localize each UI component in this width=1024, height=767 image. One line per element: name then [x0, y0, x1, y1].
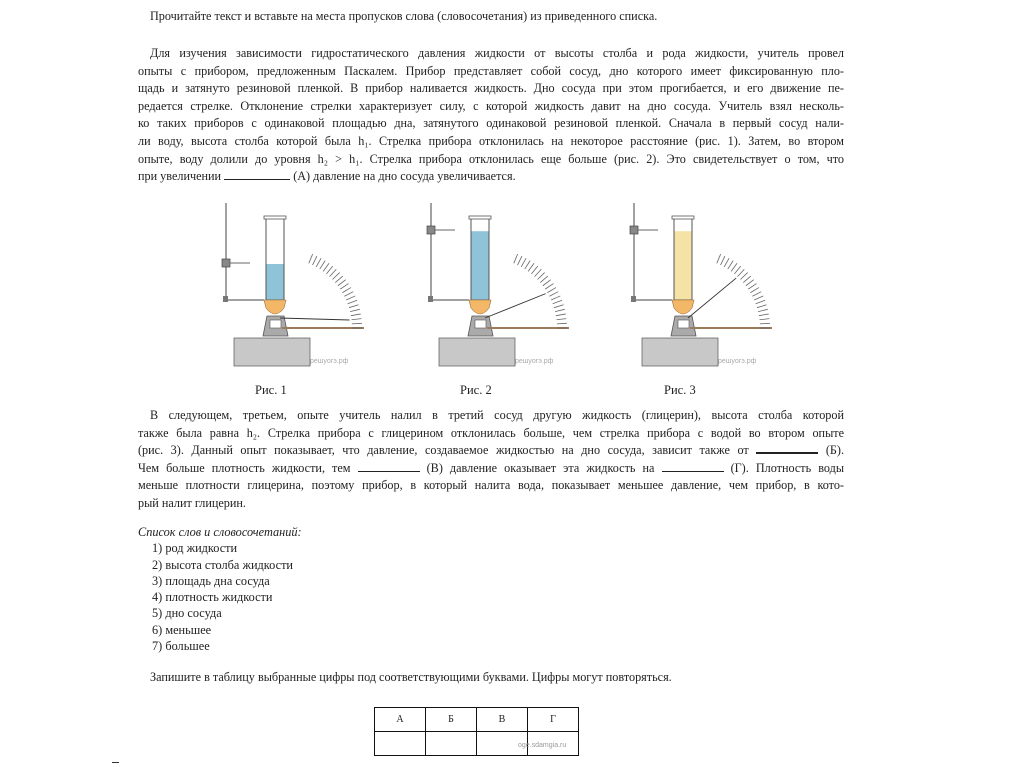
- text-line: ко таких приборов с одинаковой площадью дна, затянутого одинаковой резиновой пленкой. Сначала в первый сосуд нали-: [138, 116, 844, 131]
- instruction: Запишите в таблицу выбранные цифры под соответствующими буквами. Цифры могут повторяться.: [150, 670, 672, 684]
- task-title: Прочитайте текст и вставьте на места пропусков слова (словосочетания) из приведенного списка.: [150, 9, 658, 23]
- text: (рис. 3). Данный опыт показывает, что давление, создаваемое жидкостью на дно сосуда, зависит также от: [138, 443, 749, 458]
- figure-watermark: решуогэ.рф: [718, 358, 757, 365]
- pascal-apparatus-drawing: [212, 198, 377, 373]
- text-line: [138, 460, 844, 478]
- text: (Г). Плотность воды: [730, 460, 845, 475]
- paragraph-2: [138, 407, 844, 513]
- list-item: 4) плотность жидкости: [152, 590, 273, 605]
- list-item: 7) большее: [152, 639, 210, 654]
- text-line: [138, 168, 844, 186]
- list-item: 5) дно сосуда: [152, 606, 222, 621]
- answer-cell-a[interactable]: [375, 732, 426, 756]
- text-line: редается стрелке. Отклонение стрелки характеризует силу, с которой жидкость давит на дно сосуда. Учитель взял несколь-: [138, 98, 844, 113]
- needle-arrow: [688, 278, 736, 318]
- blank-g: [662, 461, 724, 472]
- base-block: [642, 338, 718, 366]
- answer-cell-b[interactable]: [426, 732, 477, 756]
- text-line: щадь и затянуто резиновой пленкой. В прибор наливается жидкость. Дно сосуда при этом прогибается, и его движение пе-: [138, 81, 844, 96]
- watermark: oge.sdamgia.ru: [518, 742, 567, 749]
- figure-watermark: решуогэ.рф: [310, 358, 349, 365]
- figure-3-caption: Рис. 3: [664, 383, 696, 397]
- text-line: меньше плотности глицерина, поэтому прибор, в который налита вода, показывает меньшее давление, чем прибор, в кото-: [138, 478, 844, 493]
- text: Чем больше плотность жидкости, тем: [138, 460, 351, 475]
- figure-3: [620, 198, 785, 373]
- pascal-apparatus-drawing: [417, 198, 582, 373]
- list-item: 2) высота столба жидкости: [152, 557, 294, 572]
- figure-1: [212, 198, 377, 373]
- paragraph-1: [138, 45, 844, 186]
- text-line: также была равна h₂. Стрелка прибора с глицерином отклонилась больше, чем стрелка прибора с водой во втором опыте: [138, 425, 844, 440]
- clamp-marker: [222, 259, 230, 267]
- figure-2-caption: Рис. 2: [460, 383, 492, 397]
- text-line: ли воду, высота столба которой была h₁. Стрелка прибора отклонилась на некоторое расстояние (рис. 1). Затем, во втором: [138, 133, 844, 148]
- word-list: [138, 524, 302, 654]
- base-block: [234, 338, 310, 366]
- text: (В) давление оказывает эта жидкость на: [426, 460, 655, 475]
- pascal-apparatus-drawing: [620, 198, 785, 373]
- membrane: [264, 300, 286, 314]
- page-mark: [112, 762, 119, 763]
- membrane: [672, 300, 694, 314]
- word-list-heading: Список слов и словосочетаний:: [138, 525, 302, 539]
- liquid-column: [471, 231, 489, 300]
- table-header: В: [477, 708, 528, 732]
- clamp-marker: [630, 226, 638, 234]
- text-line: опыте, воду долили до уровня h₂ > h₁. Стрелка прибора отклонилась еще больше (рис. 2). Это свидетельствует о том, что: [138, 151, 844, 166]
- liquid-column: [266, 264, 284, 300]
- needle-arrow: [485, 294, 546, 318]
- membrane: [469, 300, 491, 314]
- text-line: рый налит глицерин.: [138, 495, 246, 510]
- figure-2: [417, 198, 582, 373]
- text: при увеличении: [138, 169, 222, 184]
- blank-b: [756, 442, 818, 454]
- text: (А) давление на дно сосуда увеличивается.: [293, 169, 516, 184]
- base-block: [439, 338, 515, 366]
- table-header: Г: [528, 708, 579, 732]
- list-item: 6) меньшее: [152, 622, 212, 637]
- text-line: В следующем, третьем, опыте учитель налил в третий сосуд другую жидкость (глицерин), высота столба которой: [150, 408, 844, 422]
- text: (Б).: [825, 443, 844, 458]
- table-header: А: [375, 708, 426, 732]
- text-line: [138, 442, 844, 460]
- figure-watermark: решуогэ.рф: [515, 358, 554, 365]
- table-header: Б: [426, 708, 477, 732]
- blank-a: [224, 169, 290, 180]
- needle-arrow: [280, 318, 350, 320]
- liquid-column: [674, 231, 692, 300]
- text-line: опыты с прибором, предложенным Паскалем. Прибор представляет собой сосуд, дно которого имеет фиксированную пло-: [138, 63, 844, 78]
- clamp-marker: [427, 226, 435, 234]
- text-line: Для изучения зависимости гидростатического давления жидкости от высоты столба и рода жидкости, учитель провел: [150, 46, 844, 60]
- list-item: 3) площадь дна сосуда: [152, 573, 270, 588]
- list-item: 1) род жидкости: [152, 541, 238, 556]
- blank-v: [358, 461, 420, 472]
- figure-1-caption: Рис. 1: [255, 383, 287, 397]
